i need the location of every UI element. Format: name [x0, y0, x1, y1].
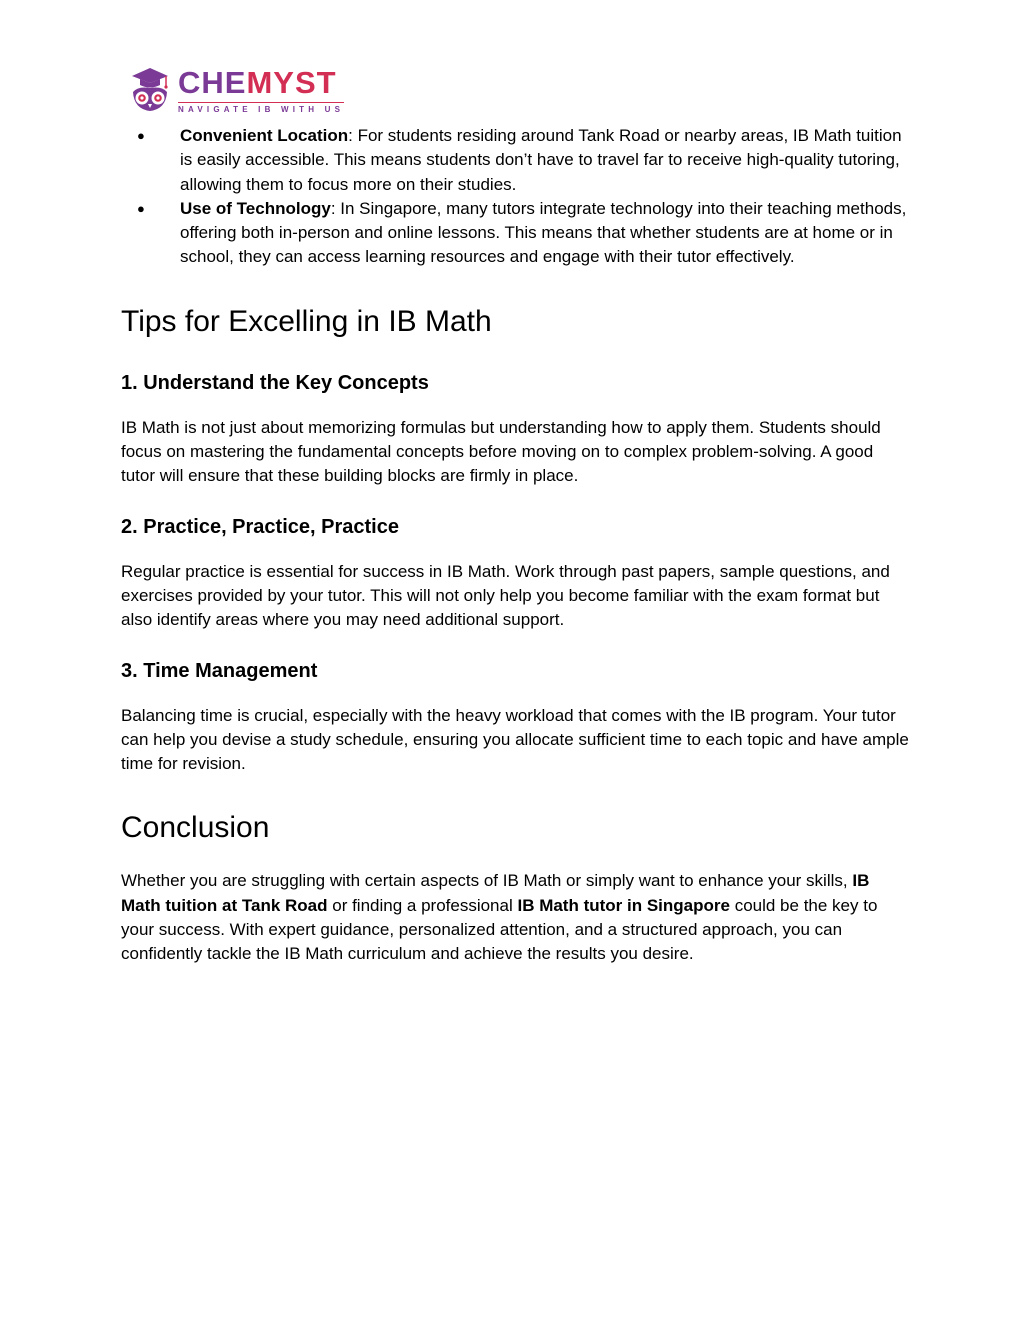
document-content	[121, 124, 911, 967]
section-body-time-management: Balancing time is crucial, especially with the heavy workload that comes with the IB program. Your tutor can help you devise a study schedule, ensuring you allocate sufficient time to each topic and have ample time for revision.	[121, 705, 909, 774]
owl-graduation-cap-icon	[128, 66, 172, 112]
section-body-practice: Regular practice is essential for success in IB Math. Work through past papers, sample questions, and exercises provided by your tutor. This will not only help you become familiar with the exam format but also identify areas where you may need additional support.	[121, 561, 890, 630]
section-heading-practice: 2. Practice, Practice, Practice	[121, 515, 399, 538]
list-item	[121, 197, 911, 270]
section-heading-key-concepts: 1. Understand the Key Concepts	[121, 371, 429, 394]
conclusion-body	[121, 869, 911, 966]
conclusion-bold-1: IB Math tuition at Tank Road	[121, 871, 870, 915]
bullet-term: Use of Technology	[180, 198, 331, 218]
bullet-icon: ●	[137, 128, 145, 143]
logo-tagline: NAVIGATE IB WITH US	[178, 102, 344, 114]
benefits-list	[121, 124, 911, 270]
conclusion-text-1: Whether you are struggling with certain aspects of IB Math or simply want to enhance your skills,	[121, 871, 853, 891]
list-item	[121, 124, 911, 197]
logo-wordmark	[178, 67, 344, 99]
logo-word-part1: CHE	[178, 65, 247, 100]
bullet-text: : In Singapore, many tutors integrate technology into their teaching methods, offering both in-person and online lessons. This means that whether students are at home or in school, they can access learning resources and engage with their tutor effectively.	[180, 198, 907, 267]
tips-heading: Tips for Excelling in IB Math	[121, 304, 492, 338]
bullet-icon: ●	[137, 200, 145, 216]
conclusion-heading: Conclusion	[121, 811, 270, 845]
chemyst-logo	[128, 66, 344, 114]
bullet-term: Convenient Location	[180, 126, 349, 145]
conclusion-text-2: or finding a professional	[327, 895, 518, 915]
logo-text	[178, 66, 344, 114]
logo-word-part2: MYST	[246, 65, 337, 100]
section-body-key-concepts: IB Math is not just about memorizing formulas but understanding how to apply them. Students should focus on mastering the fundamental concepts before moving on to complex problem-solving. A good tutor will ensure that these building blocks are firmly in place.	[121, 417, 881, 486]
conclusion-text-3: could be the key to your success. With expert guidance, personalized attention, and a structured approach, you can confidently tackle the IB Math curriculum and achieve the results you desire.	[121, 895, 878, 964]
bullet-text: : For students residing around Tank Road or nearby areas, IB Math tuition is easily accessible. This means students don’t have to travel far to receive high-quality tutoring, allowing them to focus more on their studies.	[180, 126, 902, 194]
section-heading-time-management: 3. Time Management	[121, 659, 318, 682]
conclusion-bold-2: IB Math tutor in Singapore	[517, 895, 730, 915]
